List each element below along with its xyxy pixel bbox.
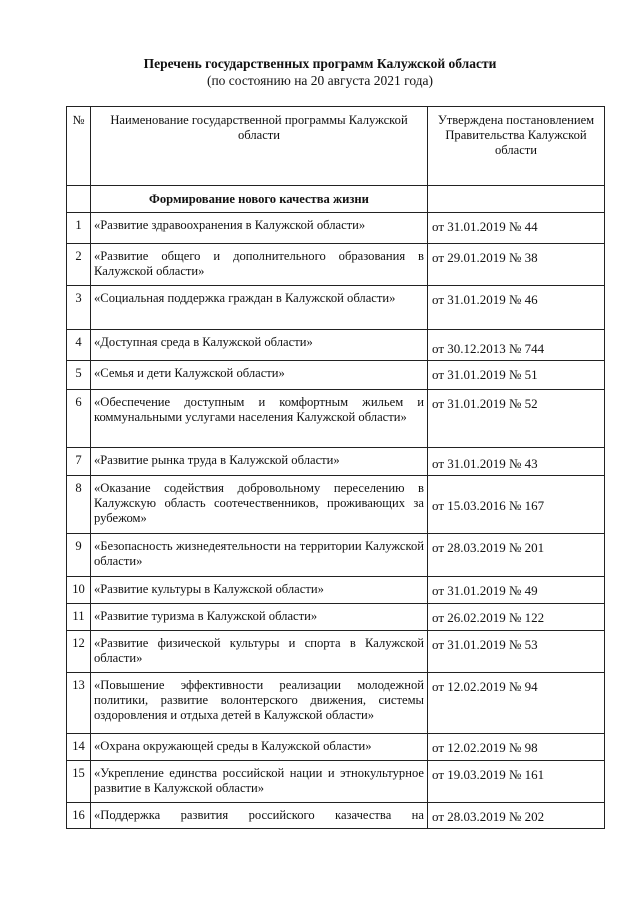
row-program-name: «Развитие туризма в Калужской области» <box>91 604 428 631</box>
row-approval: от 31.01.2019 № 43 <box>428 448 605 476</box>
row-program-name: «Семья и дети Калужской области» <box>91 361 428 390</box>
row-program-name: «Развитие здравоохранения в Калужской области» <box>91 213 428 244</box>
row-approval: от 12.02.2019 № 94 <box>428 673 605 734</box>
table-row <box>67 534 605 577</box>
row-number: 15 <box>67 761 91 803</box>
row-approval: от 31.01.2019 № 53 <box>428 631 605 673</box>
row-approval: от 28.03.2019 № 202 <box>428 803 605 829</box>
row-approval: от 30.12.2013 № 744 <box>428 330 605 361</box>
page-subtitle: (по состоянию на 20 августа 2021 года) <box>206 73 434 88</box>
table-row <box>67 604 605 631</box>
page-title: Перечень государственных программ Калужской области <box>143 56 497 71</box>
table-row <box>67 631 605 673</box>
row-program-name: «Обеспечение доступным и комфортным жильем и коммунальными услугами населения Калужской области» <box>91 390 428 448</box>
header-approval: Утверждена постановлением Правительства Калужской области <box>428 107 605 186</box>
section-date-cell <box>428 186 605 213</box>
row-number: 10 <box>67 577 91 604</box>
section-title: Формирование нового качества жизни <box>91 186 428 213</box>
row-number: 2 <box>67 244 91 286</box>
section-row <box>67 186 605 213</box>
table-row <box>67 734 605 761</box>
row-approval: от 26.02.2019 № 122 <box>428 604 605 631</box>
section-number-cell <box>67 186 91 213</box>
row-approval: от 29.01.2019 № 38 <box>428 244 605 286</box>
header-number: № <box>67 107 91 186</box>
table-row <box>67 390 605 448</box>
table-row <box>67 330 605 361</box>
row-number: 7 <box>67 448 91 476</box>
table-row <box>67 803 605 829</box>
row-approval: от 12.02.2019 № 98 <box>428 734 605 761</box>
row-number: 14 <box>67 734 91 761</box>
row-approval: от 31.01.2019 № 46 <box>428 286 605 330</box>
row-program-name: «Развитие культуры в Калужской области» <box>91 577 428 604</box>
row-program-name: «Развитие физической культуры и спорта в Калужской области» <box>91 631 428 673</box>
header-program-name: Наименование государственной программы Калужской области <box>91 107 428 186</box>
row-number: 5 <box>67 361 91 390</box>
row-program-name: «Безопасность жизнедеятельности на территории Калужской области» <box>91 534 428 577</box>
table-row <box>67 577 605 604</box>
row-number: 13 <box>67 673 91 734</box>
row-approval: от 15.03.2016 № 167 <box>428 476 605 534</box>
row-number: 6 <box>67 390 91 448</box>
programs-table <box>66 106 605 829</box>
table-header-row <box>67 107 605 186</box>
row-approval: от 31.01.2019 № 51 <box>428 361 605 390</box>
row-number: 4 <box>67 330 91 361</box>
row-program-name: «Развитие рынка труда в Калужской области» <box>91 448 428 476</box>
row-number: 3 <box>67 286 91 330</box>
row-number: 11 <box>67 604 91 631</box>
row-approval: от 31.01.2019 № 44 <box>428 213 605 244</box>
row-number: 1 <box>67 213 91 244</box>
table-row <box>67 761 605 803</box>
table-row <box>67 244 605 286</box>
table-row <box>67 448 605 476</box>
row-approval: от 31.01.2019 № 49 <box>428 577 605 604</box>
row-number: 12 <box>67 631 91 673</box>
row-program-name: «Поддержка развития российского казачества на <box>91 803 428 829</box>
row-program-name: «Доступная среда в Калужской области» <box>91 330 428 361</box>
table-row <box>67 361 605 390</box>
table-row <box>67 286 605 330</box>
row-program-name: «Укрепление единства российской нации и этнокультурное развитие в Калужской области» <box>91 761 428 803</box>
row-program-name: «Развитие общего и дополнительного образования в Калужской области» <box>91 244 428 286</box>
row-program-name: «Оказание содействия добровольному переселению в Калужскую область соотечественников, проживающих за рубежом» <box>91 476 428 534</box>
row-program-name: «Охрана окружающей среды в Калужской области» <box>91 734 428 761</box>
row-program-name: «Повышение эффективности реализации молодежной политики, развитие волонтерского движения, системы оздоровления и отдыха детей в Калужской области» <box>91 673 428 734</box>
row-approval: от 31.01.2019 № 52 <box>428 390 605 448</box>
row-approval: от 28.03.2019 № 201 <box>428 534 605 577</box>
table-row <box>67 476 605 534</box>
row-number: 16 <box>67 803 91 829</box>
row-number: 8 <box>67 476 91 534</box>
table-row <box>67 673 605 734</box>
row-program-name: «Социальная поддержка граждан в Калужской области» <box>91 286 428 330</box>
row-approval: от 19.03.2019 № 161 <box>428 761 605 803</box>
row-number: 9 <box>67 534 91 577</box>
table-row <box>67 213 605 244</box>
